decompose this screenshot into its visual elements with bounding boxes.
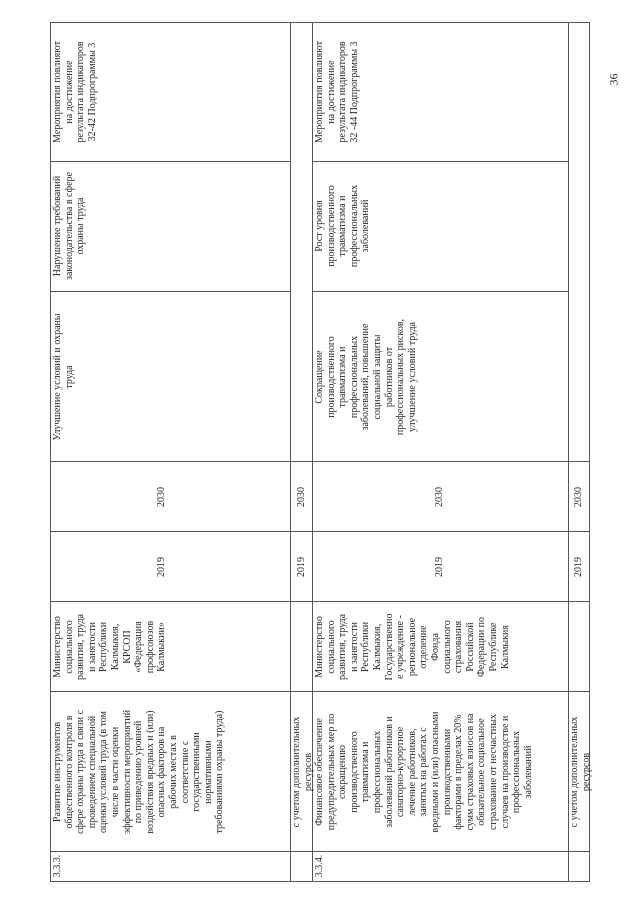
non-implementation-consequence: Рост уровня производственного травматизма и профессиональных заболеваний xyxy=(314,184,372,268)
row-number: 3.3.4. xyxy=(314,854,325,878)
activity-text: с учетом дополнительных ресурсов xyxy=(569,716,592,828)
end-year: 2030 xyxy=(573,487,584,507)
end-year: 2030 xyxy=(296,487,307,507)
column-divider xyxy=(50,851,590,852)
activity-text: Развитие инструментов общественного контроля в сфере охраны труда в связи с проведением специальной оценки условий труда (в том числе в части оценки эффективности мероприятий по приведению уровней воздействия вредных и (или) опасных факторов на рабочих местах в соответствие с государственными нормативными требованиями охраны труда) xyxy=(52,709,226,835)
expected-result: Сокращение производственного травматизма и профессиональных заболеваний, повышение социальной защиты работников от профессиональных рисков, улучшение условий труда xyxy=(314,318,418,436)
column-divider xyxy=(312,291,568,292)
column-divider xyxy=(50,691,590,692)
column-divider xyxy=(50,461,590,462)
start-year: 2019 xyxy=(296,557,307,577)
end-year: 2030 xyxy=(434,487,445,507)
row-number: 3.3.3. xyxy=(52,854,63,878)
measures-table xyxy=(50,22,590,882)
column-divider xyxy=(50,161,290,162)
executor-text: Министерство социального развития, труда и занятости Республики Калмыкия, Государственно е учреждение - региональное отделение Фонда социального страхования Российской Федерации по Республике Калмыкия xyxy=(314,613,511,681)
column-divider xyxy=(50,531,590,532)
start-year: 2019 xyxy=(156,557,167,577)
table-border-top xyxy=(50,22,51,882)
indicator-link: Мероприятия повлияют на достижение результата индикаторов 32-42 Подпрограммы 3 xyxy=(52,41,98,143)
start-year: 2019 xyxy=(434,557,445,577)
column-divider xyxy=(50,22,590,23)
indicator-link: Мероприятия повлияют на достижение результата индикаторов 32 -44 Подпрограммы 3 xyxy=(314,41,360,143)
activity-text: Финансовое обеспечение предупредительных мер по сокращению производственного травматизма и профессиональных заболеваний работников и санаторно-курортное лечение работников, занятых на работах с вредными и (или) опасными производственными факторами в пределах 20% сумм страховых взносов на обязательное социальное страхование от несчастных случаев на производстве и профессиональных заболеваний xyxy=(314,711,534,833)
executor-text: Министерство социального развития, труда и занятости Республики Калмыкия, КРСОП «Федерация профсоюзов Калмыкии» xyxy=(52,613,168,681)
column-divider xyxy=(50,601,590,602)
column-divider xyxy=(50,881,590,882)
column-divider xyxy=(50,291,290,292)
page-number: 36 xyxy=(606,73,621,86)
end-year: 2030 xyxy=(156,487,167,507)
non-implementation-consequence: Нарушение требований законодательства в сфере охраны труда xyxy=(52,172,87,280)
column-divider xyxy=(312,161,568,162)
start-year: 2019 xyxy=(573,557,584,577)
activity-text: с учетом дополнительных ресурсов xyxy=(291,716,314,828)
rotated-page xyxy=(50,22,590,882)
expected-result: Улучшение условий и охраны труда xyxy=(52,313,75,441)
